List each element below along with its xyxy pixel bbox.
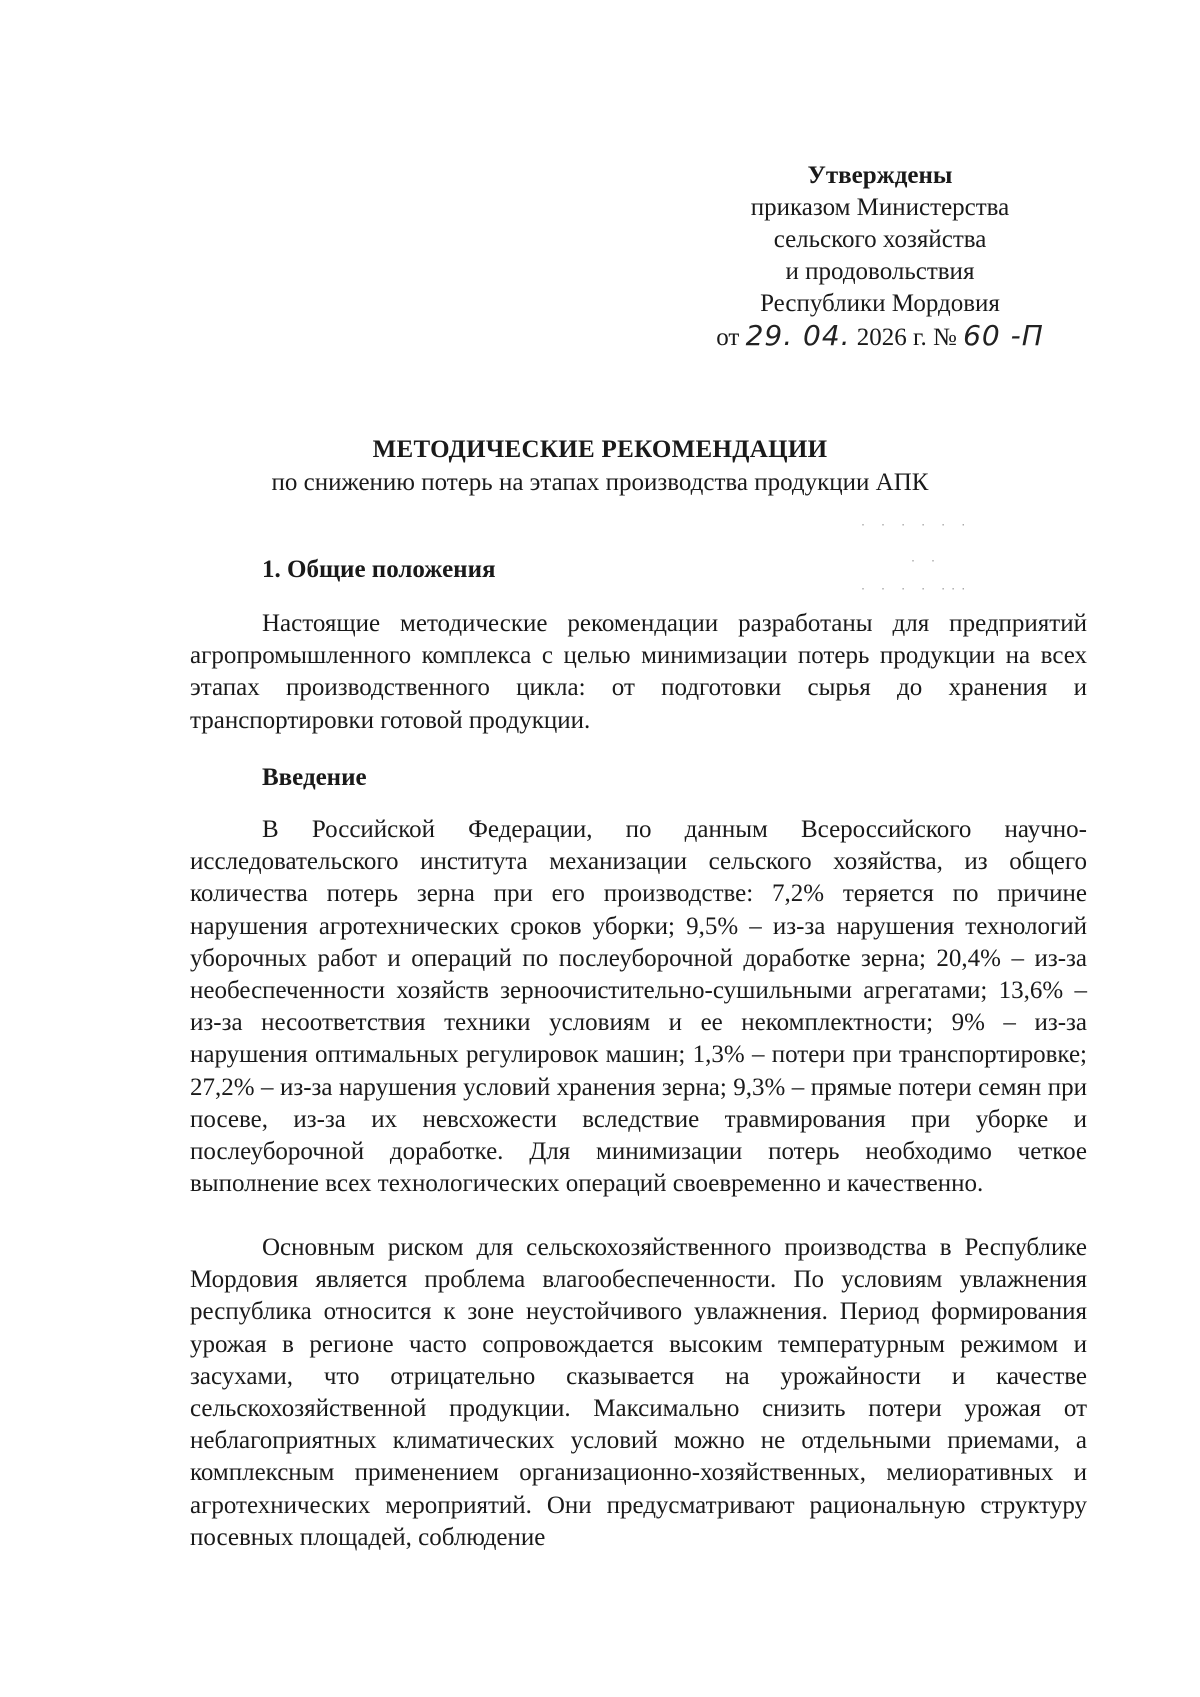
approval-line-2: сельского хозяйства	[773, 226, 987, 253]
approval-line-3: и продовольствия	[785, 258, 975, 285]
handwritten-order-number: 60 -П	[963, 319, 1044, 352]
date-prefix: от	[716, 324, 740, 351]
approval-line-1: приказом Министерства	[750, 194, 1010, 221]
document-title: МЕТОДИЧЕСКИЕ РЕКОМЕНДАЦИИ	[372, 436, 828, 463]
document-subtitle: по снижению потерь на этапах производства продукции АПК	[271, 469, 929, 496]
scan-noise: · ·	[910, 556, 941, 567]
order-date-line	[700, 320, 1060, 354]
intro-paragraph-1: В Российской Федерации, по данным Всероссийского научно-исследовательского института механизации сельского хозяйства, из общего количества потерь зерна при его производстве: 7,2% теряется по причине нарушения агротехнических сроков уборки; 9,5% – из-за нарушения технологий уборочных работ и операций по послеуборочной доработке зерна; 20,4% – из-за необеспеченности хозяйств зерноочистительно-сушильными агрегатами; 13,6% – из-за несоответствия техники условиям и ее некомплектности; 9% – из-за нарушения оптимальных регулировок машин; 1,3% – потери при транспортировке; 27,2% – из-за нарушения условий хранения зерна; 9,3% – прямые потери семян при посеве, из-за их невсхожести вследствие травмирования при уборке и послеуборочной доработке. Для минимизации потерь необходимо четкое выполнение всех технологических операций своевременно и качественно.	[190, 816, 1087, 1198]
intro-paragraph-2: Основным риском для сельскохозяйственного производства в Республике Мордовия является проблема влагообеспеченности. По условиям увлажнения республика относится к зоне неустойчивого увлажнения. Период формирования урожая в регионе часто сопровождается высоким температурным режимом и засухами, что отрицательно сказывается на урожайности и качестве сельскохозяйственной продукции. Максимально снизить потери урожая от неблагоприятных климатических условий можно не отдельными приемами, а комплексным применением организационно-хозяйственных, мелиоративных и агротехнических мероприятий. Они предусматривают рациональную структуру посевных площадей, соблюдение	[190, 1234, 1087, 1551]
year-number-label: 2026 г. №	[856, 324, 957, 351]
scan-noise: · · · · · ·	[860, 520, 971, 531]
approval-line-4: Республики Мордовия	[760, 290, 1000, 317]
handwritten-date: 29. 04.	[745, 319, 851, 352]
section-heading-intro: Введение	[262, 764, 367, 791]
general-paragraph: Настоящие методические рекомендации разработаны для предприятий агропромышленного комплекса с целью минимизации потерь продукции на всех этапах производственного цикла: от подготовки сырья до хранения и транспортировки готовой продукции.	[190, 610, 1087, 734]
scan-noise: · · · · ···	[860, 584, 971, 595]
section-heading-general: 1. Общие положения	[262, 556, 496, 583]
approval-title: Утверждены	[807, 162, 953, 189]
approval-block	[700, 160, 1060, 354]
